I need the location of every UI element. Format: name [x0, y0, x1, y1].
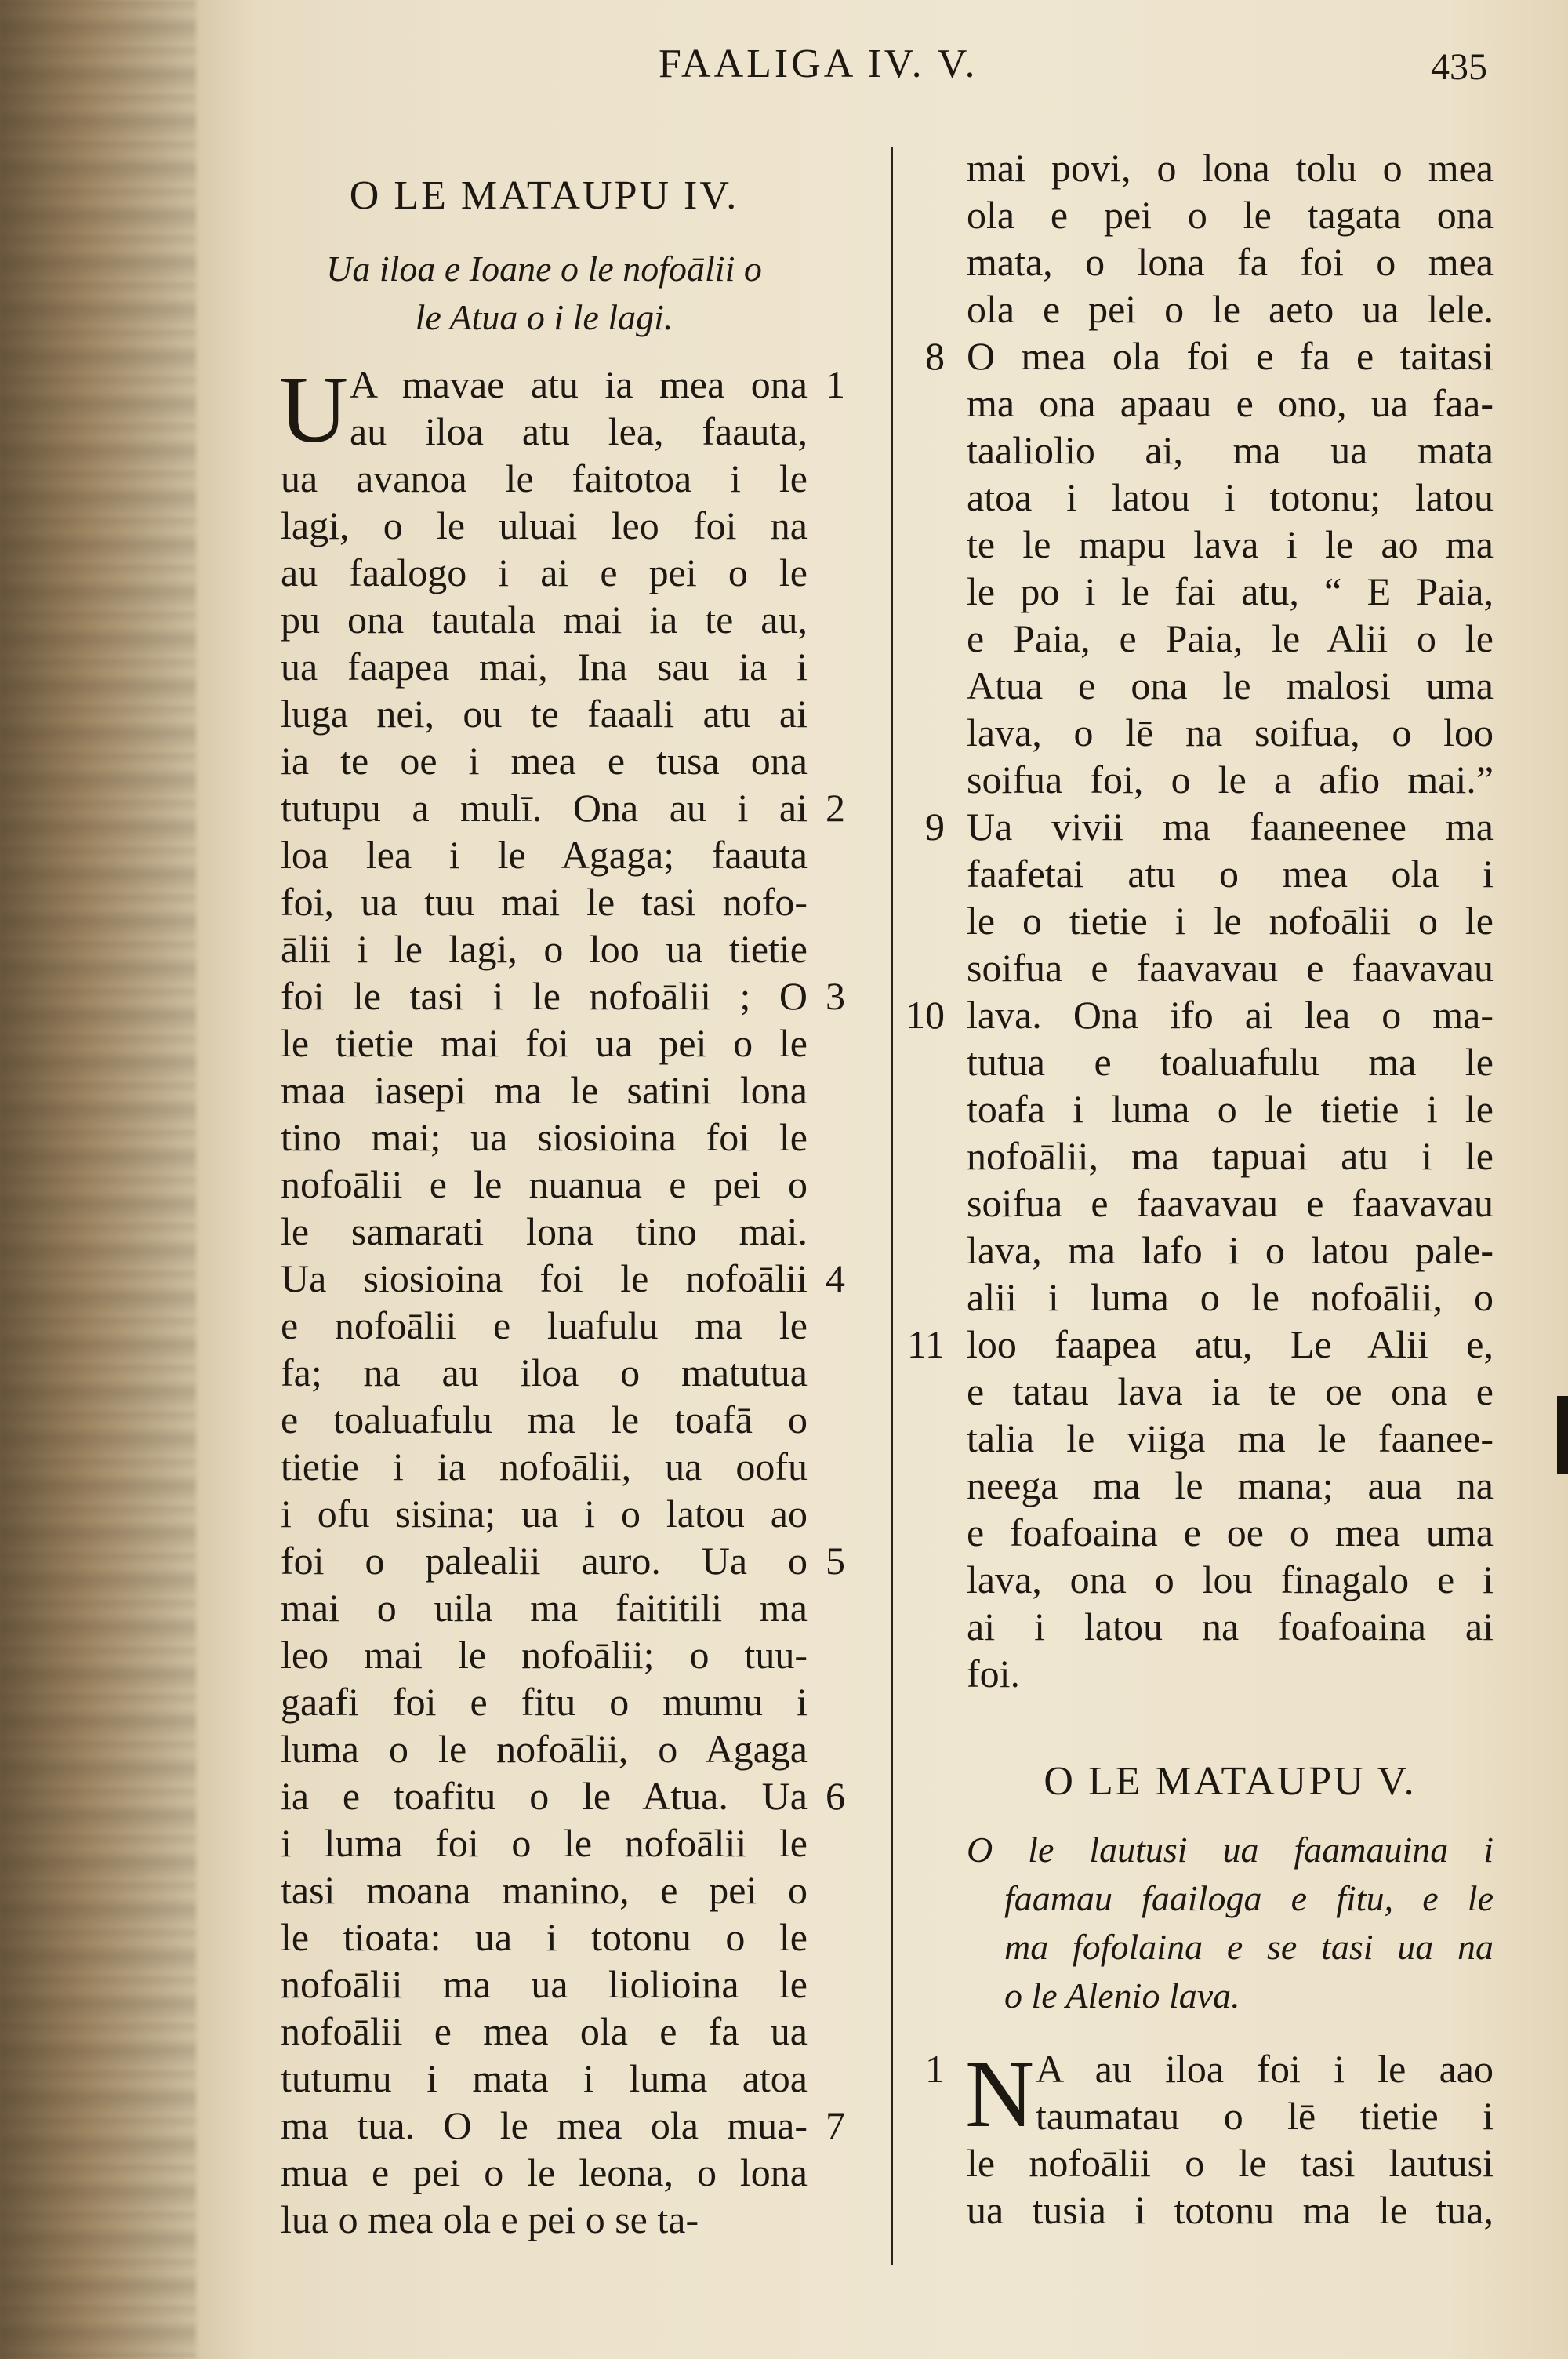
- text-line: [281, 1678, 808, 1725]
- text-line: [281, 455, 808, 502]
- line-text: le samarati lona tino mai.: [281, 1209, 808, 1253]
- line-text: soifua foi, o le a afio mai.”: [967, 758, 1494, 801]
- line-text: e toaluafulu ma le toafā o: [281, 1398, 808, 1441]
- text-line: [281, 643, 808, 690]
- verse-text: [925, 2041, 1494, 2234]
- line-text: mua e pei o le leona, o lona: [281, 2150, 808, 2194]
- line-text: atoa i latou i totonu; latou: [967, 475, 1494, 519]
- text-line: [281, 2102, 845, 2149]
- line-text: le po i le fai atu, “ E Paia,: [967, 569, 1494, 613]
- verse-number: 9: [925, 805, 945, 849]
- verse-number: 11: [906, 1322, 945, 1366]
- line-text: i luma foi o le nofoālii le: [281, 1821, 808, 1865]
- line-text: ma ona apaau e ono, ua faa-: [967, 381, 1494, 425]
- text-line: [967, 568, 1494, 615]
- line-text: lua o mea ola e pei o se ta-: [281, 2197, 699, 2241]
- text-line: [967, 2186, 1494, 2234]
- line-text: alii i luma o le nofoālii, o: [967, 1275, 1494, 1319]
- text-line: [967, 1650, 1494, 1697]
- chapter-summary: [281, 245, 808, 342]
- verse-number: 1: [925, 2047, 945, 2091]
- line-text: nofoālii, ma tapuai atu i le: [967, 1134, 1494, 1178]
- text-line: [281, 1208, 808, 1255]
- text-line: [906, 991, 1494, 1038]
- summary-line: le Atua o i le lagi.: [415, 297, 673, 337]
- facing-page-blur: [0, 0, 196, 2359]
- text-line: [967, 1462, 1494, 1509]
- text-line: [925, 2045, 1494, 2092]
- line-text: ua tusia i totonu ma le tua,: [967, 2188, 1494, 2232]
- verse-text: [906, 144, 1494, 1697]
- line-text: tietie i ia nofoālii, ua oofu: [281, 1445, 808, 1488]
- verse-number: 3: [826, 974, 845, 1018]
- line-text: e nofoālii e luafulu ma le: [281, 1303, 808, 1347]
- text-line: [967, 2139, 1494, 2186]
- text-line: [281, 1914, 808, 1961]
- line-text: pu ona tautala mai ia te au,: [281, 598, 808, 642]
- line-text: te le mapu lava i le ao ma: [967, 522, 1494, 566]
- text-line: [281, 361, 845, 408]
- text-line: [281, 1584, 808, 1631]
- text-line: [281, 1396, 808, 1443]
- line-text: talia le viiga ma le faanee-: [967, 1416, 1494, 1460]
- text-line: [281, 2149, 808, 2196]
- line-text: gaafi foi e fitu o mumu i: [281, 1680, 808, 1724]
- text-line: [925, 803, 1494, 850]
- text-line: [967, 1085, 1494, 1132]
- text-line: [281, 737, 808, 784]
- text-line: [967, 662, 1494, 709]
- verse-number: 6: [826, 1774, 845, 1818]
- text-line: [281, 1490, 808, 1537]
- line-text: Ua siosioina foi le nofoālii: [281, 1256, 808, 1300]
- text-line: [967, 1556, 1494, 1603]
- line-text: mai o uila ma faititili ma: [281, 1586, 808, 1630]
- text-line: [281, 1161, 808, 1208]
- verse-number: 1: [826, 362, 845, 406]
- page-edge-shadow: [1557, 1396, 1568, 1474]
- line-text: neega ma le mana; aua na: [967, 1463, 1494, 1507]
- line-text: mata, o lona fa foi o mea: [967, 240, 1494, 284]
- text-line: [281, 408, 808, 455]
- column-divider: [891, 147, 893, 2265]
- text-line: [967, 144, 1494, 191]
- line-text: soifua e faavavau e faavavau: [967, 946, 1494, 990]
- line-text: nofoālii ma ua liolioina le: [281, 1962, 808, 2006]
- line-text: loa lea i le Agaga; faauta: [281, 833, 808, 877]
- text-line: [906, 1321, 1494, 1368]
- line-text: le nofoālii o le tasi lautusi: [967, 2141, 1494, 2185]
- text-line: [281, 2008, 808, 2055]
- summary-line: O le lautusi ua faamauina i: [967, 1830, 1494, 1870]
- text-line: [281, 690, 808, 737]
- text-line: [967, 944, 1494, 991]
- line-text: e tatau lava ia te oe ona e: [967, 1369, 1494, 1413]
- text-line: [281, 1302, 808, 1349]
- line-text: A mavae atu ia mea ona: [350, 362, 808, 406]
- line-text: ālii i le lagi, o loo ua tietie: [281, 927, 808, 971]
- left-column: [279, 165, 845, 2243]
- text-line: [967, 850, 1494, 897]
- text-line: [967, 1038, 1494, 1085]
- line-text: tutumu i mata i luma atoa: [281, 2056, 808, 2100]
- text-line: [281, 925, 808, 972]
- line-text: luma o le nofoālii, o Agaga: [281, 1727, 808, 1771]
- text-line: [967, 756, 1494, 803]
- line-text: ia te oe i mea e tusa ona: [281, 739, 808, 783]
- verse-number: 4: [826, 1256, 845, 1300]
- summary-line: ma fofolaina e se tasi ua na: [1004, 1927, 1494, 1967]
- line-text: tino mai; ua siosioina foi le: [281, 1115, 808, 1159]
- line-text: tutua e toaluafulu ma le: [967, 1040, 1494, 1084]
- line-text: soifua e faavavau e faavavau: [967, 1181, 1494, 1225]
- page-number: 435: [1431, 46, 1487, 88]
- verse-number: 8: [925, 334, 945, 378]
- line-text: nofoālii e mea ola e fa ua: [281, 2009, 808, 2053]
- text-line: [281, 2055, 808, 2102]
- text-line: [281, 502, 808, 549]
- line-text: lava, o lē na soifua, o loo: [967, 711, 1494, 754]
- line-text: nofoālii e le nuanua e pei o: [281, 1162, 808, 1206]
- right-column: [906, 144, 1494, 2234]
- text-line: [281, 1443, 808, 1490]
- line-text: Atua e ona le malosi uma: [967, 663, 1494, 707]
- text-line: [967, 1415, 1494, 1462]
- line-text: O mea ola foi e fa e taitasi: [967, 334, 1494, 378]
- text-line: [967, 1180, 1494, 1227]
- text-line: [281, 2196, 808, 2243]
- line-text: e Paia, e Paia, le Alii o le: [967, 616, 1494, 660]
- line-text: maa iasepi ma le satini lona: [281, 1068, 808, 1112]
- verse-text: [279, 357, 845, 2243]
- text-line: [967, 285, 1494, 333]
- text-line: [281, 1631, 808, 1678]
- line-text: lava, ona o lou finagalo e i: [967, 1558, 1494, 1601]
- text-line: [967, 1274, 1494, 1321]
- text-line: [281, 972, 845, 1020]
- line-text: taumatau o lē tietie i: [1036, 2094, 1494, 2138]
- text-line: [281, 784, 845, 831]
- text-line: [281, 549, 808, 596]
- verse-number: 2: [826, 786, 845, 830]
- line-text: faafetai atu o mea ola i: [967, 852, 1494, 896]
- text-line: [281, 878, 808, 925]
- chapter-summary: [967, 1826, 1494, 2020]
- line-text: tasi moana manino, e pei o: [281, 1868, 808, 1912]
- line-text: lava, ma lafo i o latou pale-: [967, 1228, 1494, 1272]
- text-line: [281, 1725, 808, 1772]
- text-line: [281, 831, 808, 878]
- text-line: [281, 1866, 808, 1914]
- line-text: le tioata: ua i totonu o le: [281, 1915, 808, 1959]
- text-line: [967, 238, 1494, 285]
- line-text: taaliolio ai, ma ua mata: [967, 428, 1494, 472]
- line-text: i ofu sisina; ua i o latou ao: [281, 1492, 808, 1536]
- text-line: [281, 1537, 845, 1584]
- line-text: foi le tasi i le nofoālii ; O: [281, 974, 808, 1018]
- text-line: [967, 521, 1494, 568]
- text-line: [967, 427, 1494, 474]
- text-line: [967, 897, 1494, 944]
- text-line: [967, 615, 1494, 662]
- drop-cap: N: [965, 2041, 1035, 2147]
- line-text: toafa i luma o le tietie i le: [967, 1087, 1494, 1131]
- line-text: foi.: [967, 1652, 1021, 1696]
- chapter-title-iv: O LE MATAUPU IV.: [349, 173, 739, 218]
- line-text: A au iloa foi i le aao: [1036, 2047, 1494, 2091]
- line-text: foi, ua tuu mai le tasi nofo-: [281, 880, 808, 924]
- text-line: [967, 1227, 1494, 1274]
- text-line: [281, 596, 808, 643]
- chapter-title-v: O LE MATAUPU V.: [1044, 1759, 1417, 1804]
- text-line: [281, 1114, 808, 1161]
- line-text: loo faapea atu, Le Alii e,: [967, 1322, 1494, 1366]
- line-text: foi o palealii auro. Ua o: [281, 1539, 808, 1583]
- text-line: [967, 709, 1494, 756]
- line-text: ua faapea mai, Ina sau ia i: [281, 645, 808, 689]
- text-line: [967, 2092, 1494, 2139]
- line-text: Ua vivii ma faaneenee ma: [967, 805, 1494, 849]
- verse-number: 5: [826, 1539, 845, 1583]
- text-line: [967, 191, 1494, 238]
- line-text: lagi, o le uluai leo foi na: [281, 503, 808, 547]
- text-line: [281, 1067, 808, 1114]
- line-text: leo mai le nofoālii; o tuu-: [281, 1633, 808, 1677]
- summary-line: Ua iloa e Ioane o le nofoālii o: [326, 249, 762, 289]
- verse-number: 10: [906, 993, 945, 1037]
- line-text: ola e pei o le tagata ona: [967, 193, 1494, 237]
- text-line: [925, 333, 1494, 380]
- text-line: [281, 1961, 808, 2008]
- text-line: [281, 1772, 845, 1819]
- drop-cap: U: [279, 357, 349, 463]
- line-text: fa; na au iloa o matutua: [281, 1350, 808, 1394]
- text-line: [281, 1349, 808, 1396]
- line-text: ia e toafitu o le Atua. Ua: [281, 1774, 808, 1818]
- line-text: luga nei, ou te faaali atu ai: [281, 692, 808, 736]
- text-line: [967, 1509, 1494, 1556]
- line-text: ai i latou na foafoaina ai: [967, 1605, 1494, 1648]
- text-line: [967, 1603, 1494, 1650]
- text-line: [281, 1020, 808, 1067]
- text-line: [967, 1368, 1494, 1415]
- line-text: ma tua. O le mea ola mua-: [281, 2103, 808, 2147]
- text-line: [281, 1819, 808, 1866]
- line-text: ola e pei o le aeto ua lele.: [967, 287, 1494, 331]
- line-text: lava. Ona ifo ai lea o ma-: [967, 993, 1494, 1037]
- line-text: le tietie mai foi ua pei o le: [281, 1021, 808, 1065]
- line-text: ua avanoa le faitotoa i le: [281, 456, 808, 500]
- line-text: au iloa atu lea, faauta,: [350, 409, 808, 453]
- text-line: [967, 474, 1494, 521]
- verse-number: 7: [826, 2103, 845, 2147]
- text-line: [967, 1132, 1494, 1180]
- line-text: tutupu a mulī. Ona au i ai: [281, 786, 808, 830]
- summary-line: o le Alenio lava.: [1004, 1976, 1240, 2016]
- text-line: [967, 380, 1494, 427]
- line-text: mai povi, o lona tolu o mea: [967, 146, 1494, 190]
- line-text: le o tietie i le nofoālii o le: [967, 899, 1494, 943]
- summary-line: faamau faailoga e fitu, e le: [1004, 1878, 1494, 1918]
- line-text: au faalogo i ai e pei o le: [281, 551, 808, 594]
- text-line: [281, 1255, 845, 1302]
- line-text: e foafoaina e oe o mea uma: [967, 1510, 1494, 1554]
- running-head: FAALIGA IV. V.: [659, 42, 978, 86]
